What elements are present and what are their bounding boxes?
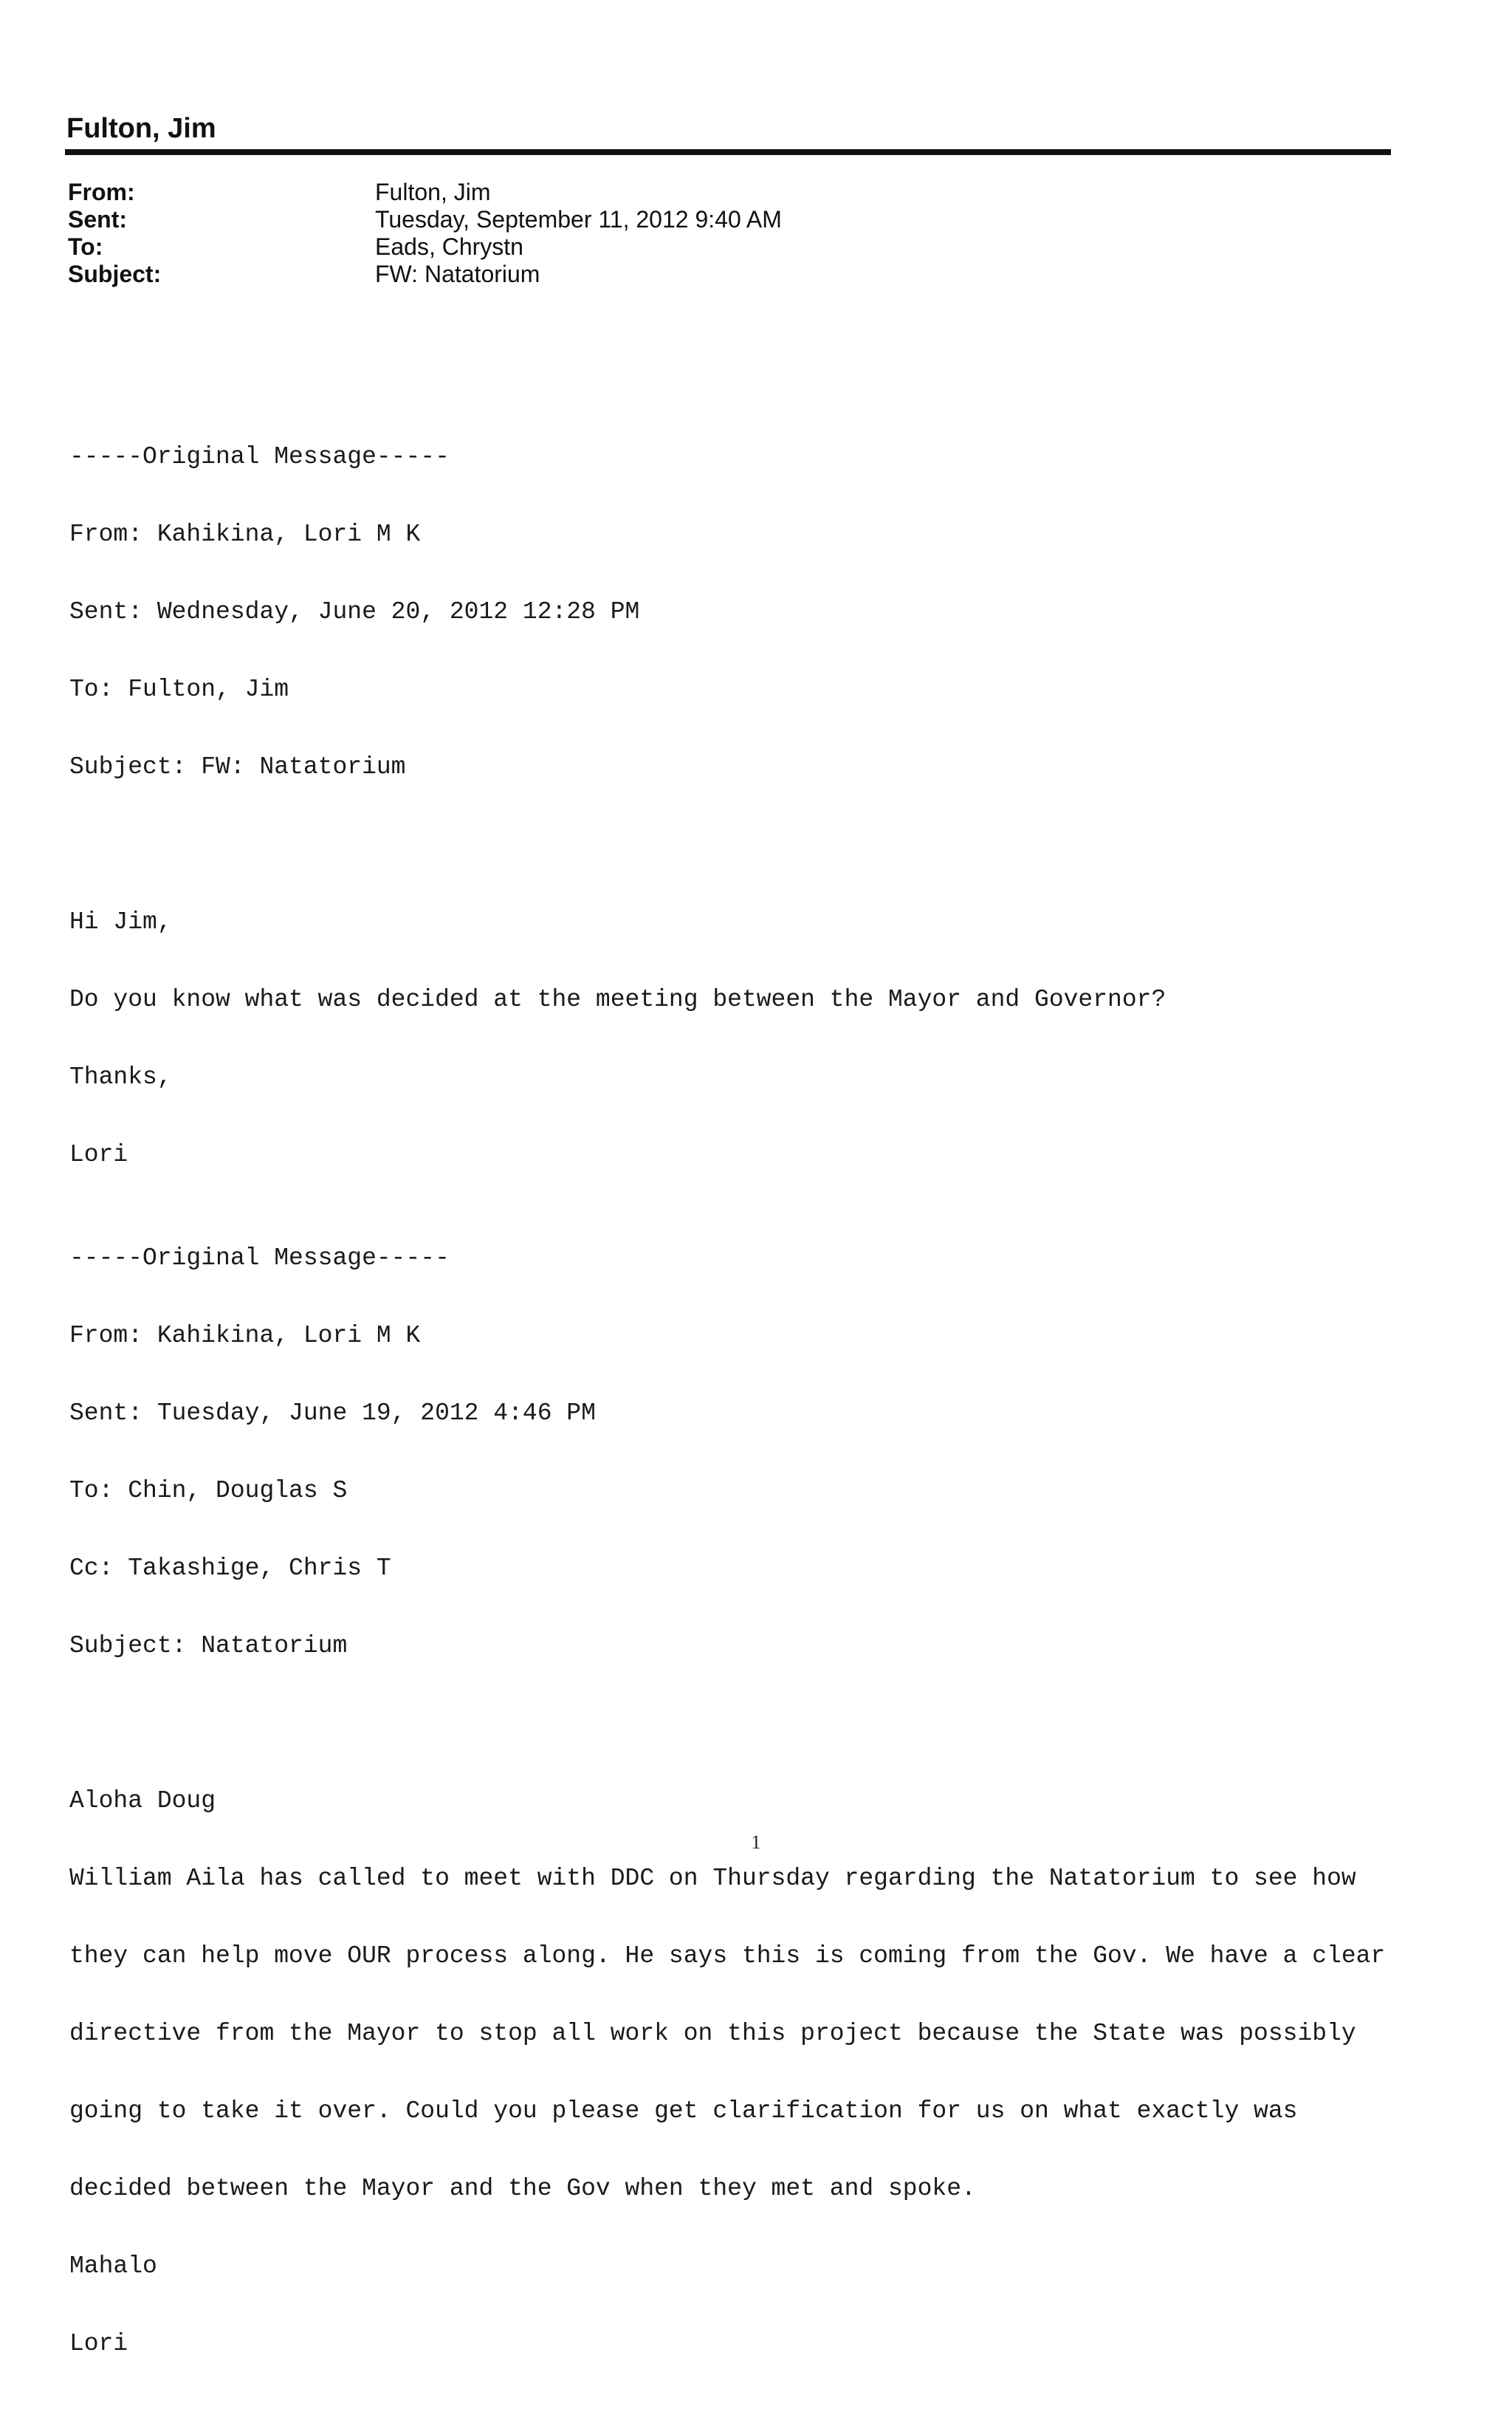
message2-body-line: they can help move OUR process along. He says this is coming from the Gov. We have a clear [69, 1942, 1386, 1970]
sent-label: Sent: [68, 206, 127, 233]
message1-sent: Sent: Wednesday, June 20, 2012 12:28 PM [69, 598, 640, 626]
subject-value: FW: Natatorium [375, 261, 540, 287]
message2-cc: Cc: Takashige, Chris T [69, 1555, 391, 1582]
message1-body-line: Do you know what was decided at the meeting between the Mayor and Governor? [69, 986, 1166, 1013]
message2-body-line: directive from the Mayor to stop all work on this project because the State was possibly [69, 2020, 1356, 2047]
document-title: Fulton, Jim [66, 113, 216, 144]
message2-to: To: Chin, Douglas S [69, 1477, 348, 1504]
sent-value: Tuesday, September 11, 2012 9:40 AM [375, 206, 782, 233]
message1-body-line: Lori [69, 1141, 128, 1168]
message1-separator: -----Original Message----- [69, 443, 450, 470]
message2-body-line: going to take it over. Could you please get clarification for us on what exactly was [69, 2097, 1298, 2125]
message2-from: From: Kahikina, Lori M K [69, 1322, 421, 1349]
header-row-subject [68, 261, 1102, 288]
blank-line [69, 1710, 1398, 1736]
message2-separator: -----Original Message----- [69, 1244, 450, 1272]
subject-label: Subject: [68, 261, 162, 287]
header-row-from [68, 179, 1102, 206]
from-label: From: [68, 179, 135, 205]
to-label: To: [68, 233, 103, 260]
email-body [69, 366, 1398, 2408]
message2-body-line: decided between the Mayor and the Gov when they met and spoke. [69, 2175, 976, 2202]
message1-body-line: Hi Jim, [69, 908, 172, 936]
message1-body-line: Thanks, [69, 1063, 172, 1091]
message2-body-line: William Aila has called to meet with DDC on Thursday regarding the Natatorium to see how [69, 1865, 1356, 1892]
message2-body-line: Mahalo [69, 2252, 157, 2280]
message2-subject: Subject: Natatorium [69, 1632, 348, 1659]
header-row-sent [68, 206, 1102, 233]
message1-from: From: Kahikina, Lori M K [69, 521, 421, 548]
message1-subject: Subject: FW: Natatorium [69, 753, 406, 781]
message1-to: To: Fulton, Jim [69, 676, 289, 703]
message2-body-line: Lori [69, 2330, 128, 2357]
title-divider [65, 149, 1391, 155]
page-number: 1 [751, 1831, 761, 1853]
message2-sent: Sent: Tuesday, June 19, 2012 4:46 PM [69, 1399, 596, 1427]
to-value: Eads, Chrystn [375, 233, 523, 260]
message2-body-line: Aloha Doug [69, 1787, 216, 1815]
email-header [68, 179, 1102, 288]
header-row-to [68, 233, 1102, 261]
from-value: Fulton, Jim [375, 179, 491, 205]
blank-line [69, 832, 1398, 857]
